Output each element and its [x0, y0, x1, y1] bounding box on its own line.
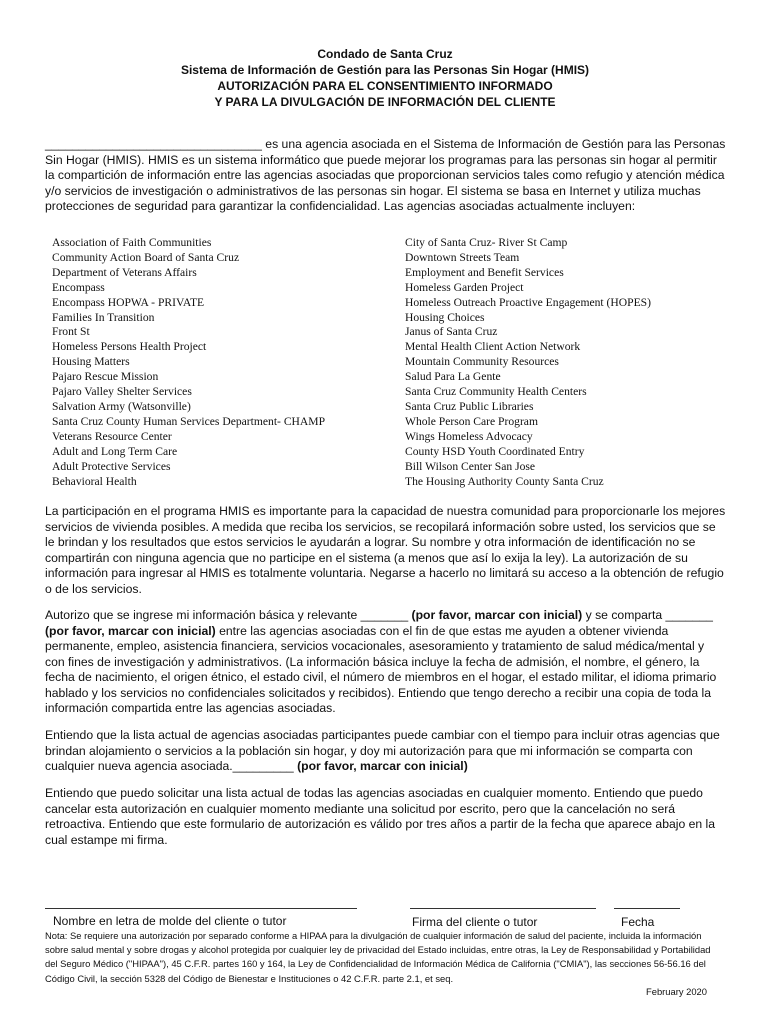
- agency-item: Homeless Garden Project: [405, 280, 524, 294]
- agency-item: Behavioral Health: [52, 474, 137, 488]
- agency-item: Mountain Community Resources: [405, 355, 559, 369]
- agency-item: Community Action Board of Santa Cruz: [52, 250, 240, 264]
- signature-label: Firma del cliente o tutor: [412, 915, 538, 929]
- authorize-text-2: y se comparta _______: [582, 608, 713, 622]
- system-title: Sistema de Información de Gestión para las Personas Sin Hogar (HMIS): [180, 63, 590, 77]
- authorize-text-3: entre las agencias asociadas con el fin de que estas me ayuden a obtener vivienda permanente, empleo, asistencia financiera, servicios vocacionales, asesoramiento y tratamiento de salud médica/mental y con fines de investigación y administrativos. (La información básica incluye la fecha de admisión, el nombre, el género, la fecha de nacimiento, el origen étnico, el estado civil, el número de miembros en el hogar, el estado militar, el idioma primario hablado y los servicios no confidenciales solicitados y recibidos). Entiendo que tengo derecho a recibir una copia de toda la información compartida entre las agencias asociadas.: [45, 623, 717, 715]
- agency-item: Families In Transition: [52, 310, 155, 324]
- agency-name-blank[interactable]: ________________________________: [45, 137, 262, 151]
- agency-item: Janus of Santa Cruz: [405, 325, 498, 339]
- agency-item: Housing Matters: [52, 355, 130, 369]
- agency-item: Santa Cruz Public Libraries: [405, 399, 534, 413]
- initial-instruction: (por favor, marcar con inicial): [411, 608, 583, 622]
- agency-item: Employment and Benefit Services: [405, 265, 564, 279]
- authorization-title: AUTORIZACIÓN PARA EL CONSENTIMIENTO INFORMADO: [217, 79, 553, 93]
- agency-item: Association of Faith Communities: [52, 236, 212, 249]
- intro-text: es una agencia asociada en el Sistema de Información de Gestión para las Personas Sin Hogar (HMIS). HMIS es un sistema informático que puede mejorar los programas para las personas sin hogar al permitir la compartición de información entre las agencias asociadas que proporcionan servicios tales como refugio y atención médica y/o servicios de investigación o administrativos de las personas sin hogar. El sistema se basa en Internet y utiliza muchas protecciones de seguridad para garantizar la confidencialidad. Las agencias asociadas actualmente incluyen:: [45, 137, 726, 213]
- agency-item: Homeless Outreach Proactive Engagement (HOPES): [405, 295, 651, 309]
- agency-item: Homeless Persons Health Project: [52, 340, 207, 354]
- date-line[interactable]: [614, 908, 680, 909]
- client-name-label: Nombre en letra de molde del cliente o tutor: [53, 914, 287, 928]
- agency-item: The Housing Authority County Santa Cruz: [405, 474, 604, 488]
- intro-paragraph: [45, 137, 727, 215]
- agency-item: Santa Cruz Community Health Centers: [405, 385, 587, 399]
- revision-date: February 2020: [646, 986, 707, 997]
- participation-paragraph: La participación en el programa HMIS es importante para la capacidad de nuestra comunidad para proporcionarle los mejores servicios de vivienda posibles. A medida que reciba los servicios, se recopilará información sobre usted, los servicios que se le brindan y los resultados que estos servicios le ayudarán a lograr. Su nombre y otra información de identificación no se compartirán con ninguna agencia que no participe en el sistema (a menos que así lo exija la ley). La autorización de su información para ingresar al HMIS es totalmente voluntaria. Negarse a hacerlo no limitará su acceso a la obtención de refugio o de los servicios.: [45, 504, 726, 596]
- agency-item: Adult and Long Term Care: [52, 444, 178, 458]
- agency-item: City of Santa Cruz- River St Camp: [405, 236, 568, 249]
- agency-item: Department of Veterans Affairs: [52, 265, 197, 279]
- disclosure-title: Y PARA LA DIVULGACIÓN DE INFORMACIÓN DEL CLIENTE: [214, 95, 556, 109]
- agency-item: Santa Cruz County Human Services Department- CHAMP: [52, 414, 326, 428]
- authorize-text-1: Autorizo que se ingrese mi información básica y relevante _______: [45, 608, 412, 622]
- hipaa-note: Nota: Se requiere una autorización por separado conforme a HIPAA para la divulgación de cualquier información de salud del paciente, incluida la información sobre salud mental y sobre drogas y alcohol protegida por cualquier ley de privacidad del Estado incluidas, entre otras, la Ley de Responsabilidad y Portabilidad del Seguro Médico ("HIPAA"), 45 C.F.R. partes 160 y 164, la Ley de Confidencialidad de Información Médica de California ("CMIA"), las secciones 56-56.16 del Código Civil, la sección 5328 del Código de Bienestar e Instituciones o 42 C.F.R. parte 2.1, et seq.: [45, 930, 711, 984]
- agency-item: Encompass HOPWA - PRIVATE: [52, 295, 205, 309]
- client-name-line[interactable]: [45, 908, 357, 909]
- signature-line[interactable]: [410, 908, 596, 909]
- form-header: [0, 46, 770, 110]
- agency-item: Wings Homeless Advocacy: [405, 429, 533, 443]
- agency-item: County HSD Youth Coordinated Entry: [405, 444, 585, 458]
- revocation-paragraph: Entiendo que puedo solicitar una lista actual de todas las agencias asociadas en cualquier momento. Entiendo que puedo cancelar esta autorización en cualquier momento mediante una solicitud por escrito, pero que la cancelación no será retroactiva. Entiendo que este formulario de autorización es válido por tres años a partir de la fecha que aparece abajo en la cual estampe mi firma.: [45, 786, 716, 847]
- list-change-paragraph: [45, 728, 727, 775]
- authorization-paragraph: [45, 608, 727, 717]
- agency-item: Housing Choices: [405, 310, 485, 324]
- list-change-text: Entiendo que la lista actual de agencias asociadas participantes puede cambiar con el tiempo para incluir otras agencias que brindan alojamiento o servicios a la población sin hogar, y doy mi autorización para que mi información se comparta con cualquier nueva agencia asociada._________: [45, 728, 720, 773]
- agency-item: Pajaro Rescue Mission: [52, 370, 159, 384]
- agency-column-left: [52, 236, 397, 489]
- agency-item: Salvation Army (Watsonville): [52, 399, 191, 413]
- agency-item: Encompass: [52, 280, 105, 294]
- agency-item: Veterans Resource Center: [52, 429, 172, 443]
- agency-item: Pajaro Valley Shelter Services: [52, 385, 192, 399]
- agency-item: Downtown Streets Team: [405, 250, 520, 264]
- agency-item: Front St: [52, 325, 90, 339]
- county-title: Condado de Santa Cruz: [317, 47, 453, 61]
- agency-item: Whole Person Care Program: [405, 414, 538, 428]
- agency-item: Bill Wilson Center San Jose: [405, 459, 536, 473]
- initial-instruction: (por favor, marcar con inicial): [297, 759, 468, 773]
- initial-instruction: (por favor, marcar con inicial): [45, 623, 216, 638]
- agency-item: Adult Protective Services: [52, 459, 171, 473]
- agency-item: Mental Health Client Action Network: [405, 340, 581, 354]
- agency-column-right: [405, 236, 705, 489]
- date-label: Fecha: [621, 915, 655, 929]
- agency-item: Salud Para La Gente: [405, 370, 501, 384]
